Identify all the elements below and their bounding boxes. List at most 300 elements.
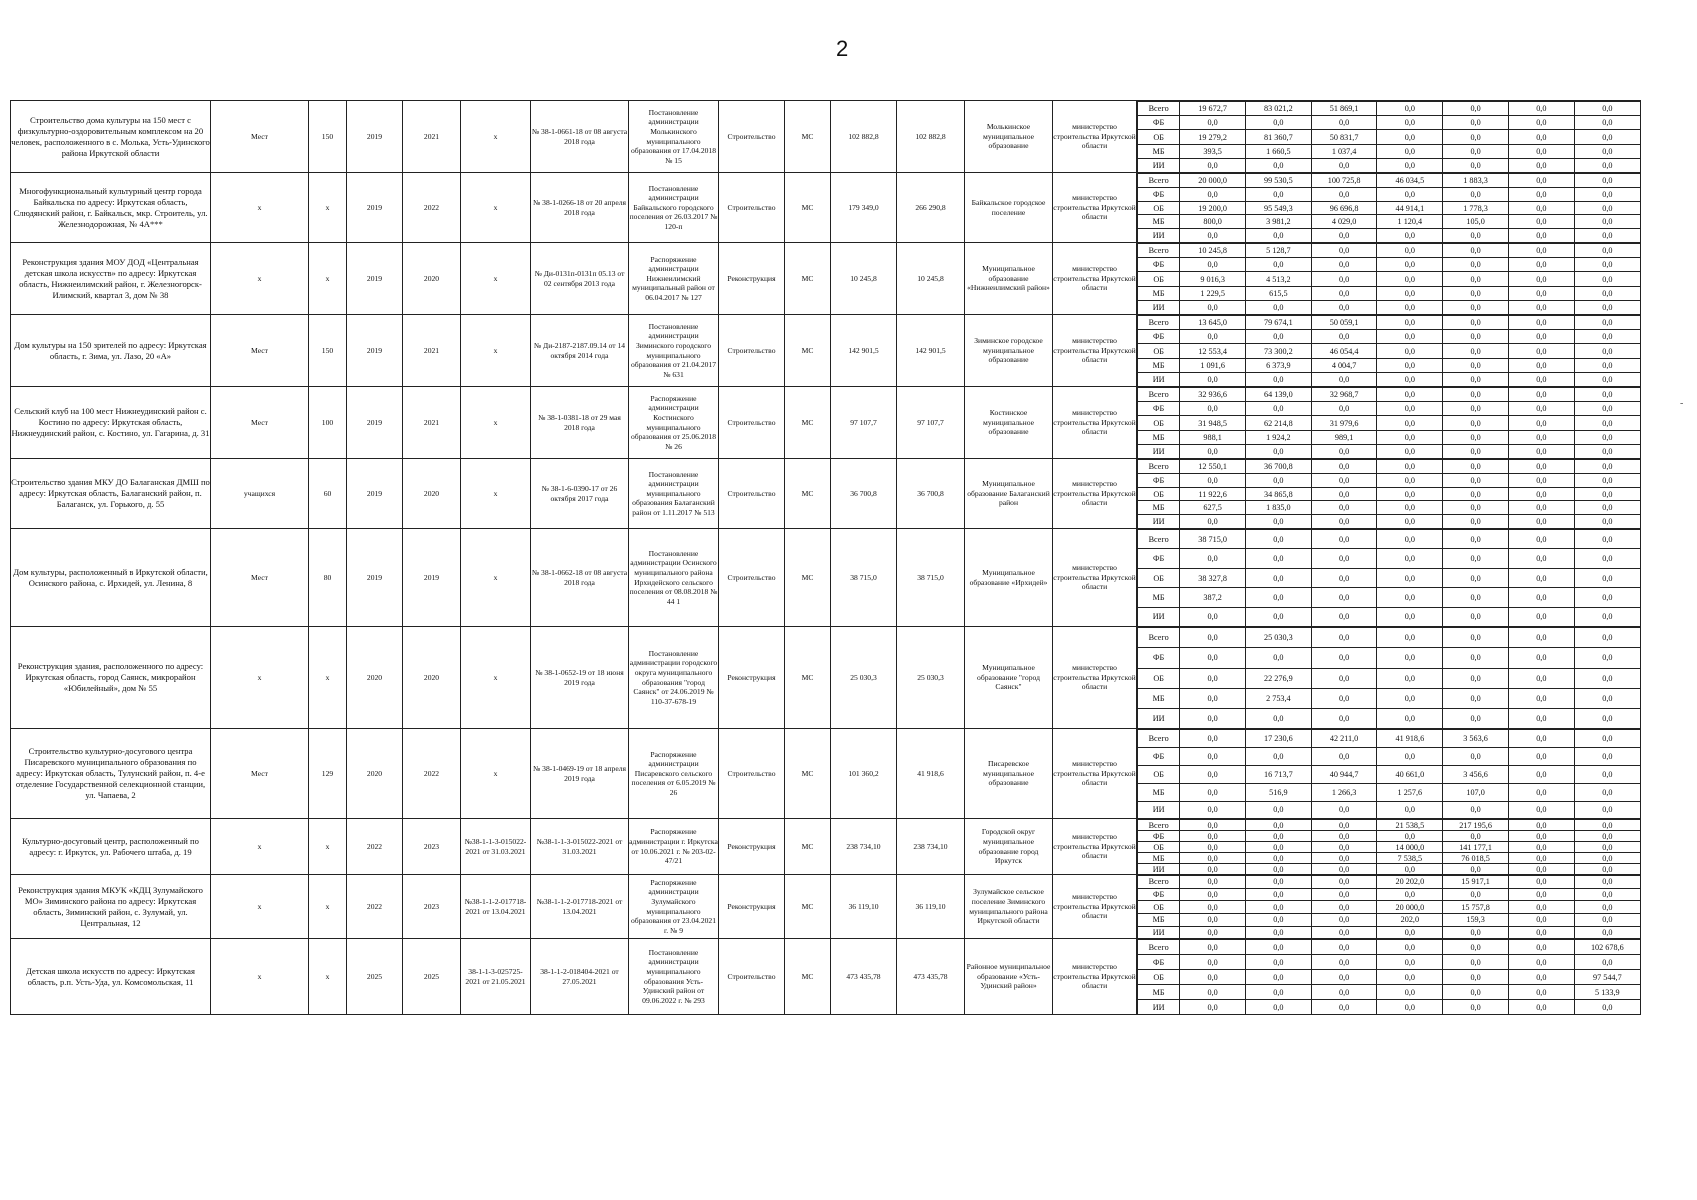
financing-value: 0,0 [1443, 1000, 1509, 1014]
cell-remaining-cost: 142 901,5 [897, 315, 965, 387]
funding-source-label: ФБ [1138, 549, 1180, 568]
financing-value: 12 550,1 [1180, 460, 1246, 474]
financing-value: 0,0 [1574, 102, 1640, 116]
financing-value: 0,0 [1443, 244, 1509, 258]
financing-row [1138, 388, 1641, 402]
financing-value: 0,0 [1443, 102, 1509, 116]
funding-source-label: ФБ [1138, 330, 1180, 344]
financing-value: 50 831,7 [1311, 130, 1377, 144]
cell-object-name: Реконструкция здания МОУ ДОД «Центральная детская школа искусств» по адресу: Иркутская область, Нижнеилимский район, г. Железногорск-Илимский, квартал 3, дом № 38 [11, 243, 211, 315]
cell-start-year: 2019 [347, 529, 403, 627]
financing-value: 202,0 [1377, 913, 1443, 926]
financing-value: 0,0 [1508, 1000, 1574, 1014]
financing-value: 0,0 [1574, 272, 1640, 286]
financing-value: 0,0 [1311, 801, 1377, 818]
financing-value: 10 245,8 [1180, 244, 1246, 258]
financing-value: 0,0 [1246, 258, 1312, 272]
cell-start-year: 2019 [347, 173, 403, 243]
financing-row [1138, 970, 1641, 985]
financing-value: 0,0 [1574, 244, 1640, 258]
financing-row [1138, 926, 1641, 938]
financing-value: 0,0 [1574, 416, 1640, 430]
financing-value: 0,0 [1311, 272, 1377, 286]
financing-value: 0,0 [1311, 588, 1377, 607]
financing-value: 0,0 [1508, 985, 1574, 1000]
financing-value: 0,0 [1246, 820, 1312, 831]
financing-value: 0,0 [1574, 444, 1640, 458]
financing-value: 0,0 [1311, 888, 1377, 901]
cell-object-name: Дом культуры, расположенный в Иркутской области, Осинского района, с. Ирхидей, ул. Ленина, 8 [11, 529, 211, 627]
financing-value: 0,0 [1508, 174, 1574, 188]
financing-value: 0,0 [1311, 158, 1377, 172]
financing-value: 0,0 [1443, 568, 1509, 587]
financing-row [1138, 215, 1641, 229]
financing-value: 0,0 [1180, 876, 1246, 889]
financing-value: 0,0 [1246, 515, 1312, 528]
cell-unit: Мест [211, 529, 309, 627]
financing-value: 0,0 [1377, 588, 1443, 607]
financing-block [1137, 243, 1641, 315]
table-row [11, 875, 1641, 939]
financing-value: 0,0 [1574, 430, 1640, 444]
financing-value: 99 530,5 [1246, 174, 1312, 188]
page-number: 2 [836, 36, 849, 61]
financing-value: 44 914,1 [1377, 201, 1443, 215]
cell-decision: Постановление администрации городского округа муниципального образования "город Саянск" от 24.06.2019 № 110-37-678-19 [629, 627, 719, 729]
cell-expertise: х [461, 729, 531, 819]
financing-row [1138, 344, 1641, 358]
financing-value: 0,0 [1377, 402, 1443, 416]
financing-value: 0,0 [1574, 864, 1640, 875]
investment-objects-table [10, 100, 1641, 1015]
funding-source-label: Всего [1138, 628, 1180, 648]
cell-decision: Распоряжение администрации Нижнеилимский муниципальный район от 06.04.2017 № 127 [629, 243, 719, 315]
financing-value: 105,0 [1443, 215, 1509, 229]
cell-decision: Распоряжение администрации Писаревского сельского поселения от 6.05.2019 № 26 [629, 729, 719, 819]
financing-value: 0,0 [1377, 607, 1443, 626]
financing-value: 0,0 [1508, 229, 1574, 242]
financing-value: 0,0 [1311, 853, 1377, 864]
financing-row [1138, 955, 1641, 970]
funding-source-label: МБ [1138, 501, 1180, 515]
financing-value: 0,0 [1574, 549, 1640, 568]
financing-value: 0,0 [1508, 831, 1574, 842]
cell-end-year: 2022 [403, 729, 461, 819]
financing-value: 0,0 [1508, 926, 1574, 938]
financing-value: 51 869,1 [1311, 102, 1377, 116]
financing-value: 0,0 [1574, 358, 1640, 372]
financing-value: 17 230,6 [1246, 730, 1312, 748]
financing-block [1137, 819, 1641, 875]
cell-permit: №38-1-1-2-017718-2021 от 13.04.2021 [531, 875, 629, 939]
funding-source-label: МБ [1138, 588, 1180, 607]
financing-row [1138, 130, 1641, 144]
cell-expertise: х [461, 315, 531, 387]
financing-value: 3 456,6 [1443, 765, 1509, 783]
cell-estimated-cost: 179 349,0 [831, 173, 897, 243]
financing-value: 0,0 [1443, 888, 1509, 901]
financing-value: 0,0 [1377, 515, 1443, 528]
cell-work-type: Строительство [719, 315, 785, 387]
financing-value: 0,0 [1246, 853, 1312, 864]
cell-work-type: Строительство [719, 459, 785, 529]
financing-value: 1 778,3 [1443, 201, 1509, 215]
funding-source-label: ФБ [1138, 648, 1180, 668]
table-row [11, 101, 1641, 173]
funding-source-label: Всего [1138, 940, 1180, 955]
financing-value: 50 059,1 [1311, 316, 1377, 330]
financing-row [1138, 842, 1641, 853]
financing-value: 0,0 [1443, 985, 1509, 1000]
financing-block [1137, 459, 1641, 529]
cell-unit: х [211, 819, 309, 875]
financing-value: 0,0 [1377, 668, 1443, 688]
financing-row [1138, 549, 1641, 568]
cell-expertise: х [461, 459, 531, 529]
financing-value: 0,0 [1180, 801, 1246, 818]
financing-value: 0,0 [1443, 955, 1509, 970]
funding-source-label: МБ [1138, 215, 1180, 229]
financing-value: 7 538,5 [1377, 853, 1443, 864]
financing-value: 0,0 [1246, 864, 1312, 875]
funding-source-label: МБ [1138, 286, 1180, 300]
financing-value: 0,0 [1443, 286, 1509, 300]
funding-source-label: ИИ [1138, 926, 1180, 938]
financing-value: 34 865,8 [1246, 487, 1312, 501]
financing-row [1138, 515, 1641, 528]
financing-value: 0,0 [1508, 730, 1574, 748]
financing-value: 1 835,0 [1246, 501, 1312, 515]
financing-value: 15 917,1 [1443, 876, 1509, 889]
financing-value: 0,0 [1377, 747, 1443, 765]
cell-ownership: МС [785, 939, 831, 1015]
financing-value: 0,0 [1508, 460, 1574, 474]
financing-value: 0,0 [1377, 358, 1443, 372]
cell-estimated-cost: 36 119,10 [831, 875, 897, 939]
funding-source-label: ФБ [1138, 116, 1180, 130]
financing-value: 0,0 [1377, 864, 1443, 875]
financing-value: 0,0 [1443, 864, 1509, 875]
financing-value: 0,0 [1574, 783, 1640, 801]
financing-value: 0,0 [1311, 568, 1377, 587]
cell-ownership: МС [785, 387, 831, 459]
cell-ownership: МС [785, 315, 831, 387]
cell-end-year: 2023 [403, 819, 461, 875]
funding-source-label: МБ [1138, 985, 1180, 1000]
financing-value: 1 120,4 [1377, 215, 1443, 229]
cell-object-name: Строительство культурно-досугового центра Писаревского муниципального образования по адресу: Иркутская область, Тулунский район, п. 4-е отделение Государственной селекционной станции, ул. Чапаева, 2 [11, 729, 211, 819]
funding-source-label: ОБ [1138, 344, 1180, 358]
financing-value: 0,0 [1443, 607, 1509, 626]
financing-value: 0,0 [1508, 607, 1574, 626]
financing-value: 0,0 [1574, 747, 1640, 765]
financing-row [1138, 444, 1641, 458]
financing-value: 0,0 [1377, 244, 1443, 258]
cell-capacity: 129 [309, 729, 347, 819]
financing-value: 0,0 [1574, 215, 1640, 229]
cell-capacity: 150 [309, 315, 347, 387]
cell-ownership: МС [785, 875, 831, 939]
financing-value: 0,0 [1443, 709, 1509, 728]
funding-source-label: МБ [1138, 853, 1180, 864]
table-row [11, 243, 1641, 315]
financing-value: 0,0 [1443, 402, 1509, 416]
financing-value: 20 000,0 [1377, 901, 1443, 914]
financing-row [1138, 144, 1641, 158]
financing-block [1137, 101, 1641, 173]
cell-remaining-cost: 102 882,8 [897, 101, 965, 173]
financing-value: 516,9 [1246, 783, 1312, 801]
financing-value: 0,0 [1377, 388, 1443, 402]
financing-value: 0,0 [1377, 648, 1443, 668]
financing-value: 0,0 [1180, 853, 1246, 864]
financing-value: 0,0 [1377, 985, 1443, 1000]
financing-value: 3 563,6 [1443, 730, 1509, 748]
financing-value: 0,0 [1377, 460, 1443, 474]
cell-ministry: министерство строительства Иркутской области [1053, 627, 1137, 729]
cell-start-year: 2020 [347, 729, 403, 819]
financing-value: 0,0 [1443, 316, 1509, 330]
cell-customer: Писаревское муниципальное образование [965, 729, 1053, 819]
cell-customer: Зиминское городское муниципальное образование [965, 315, 1053, 387]
financing-value: 1 091,6 [1180, 358, 1246, 372]
financing-row [1138, 530, 1641, 549]
cell-remaining-cost: 10 245,8 [897, 243, 965, 315]
financing-row [1138, 460, 1641, 474]
financing-value: 0,0 [1246, 648, 1312, 668]
cell-unit: Мест [211, 387, 309, 459]
cell-customer: Костинское муниципальное образование [965, 387, 1053, 459]
financing-value: 0,0 [1508, 970, 1574, 985]
financing-block [1137, 875, 1641, 939]
cell-capacity: х [309, 173, 347, 243]
financing-value: 0,0 [1311, 913, 1377, 926]
financing-value: 0,0 [1508, 549, 1574, 568]
cell-estimated-cost: 102 882,8 [831, 101, 897, 173]
table-row [11, 939, 1641, 1015]
financing-value: 0,0 [1443, 158, 1509, 172]
cell-estimated-cost: 473 435,78 [831, 939, 897, 1015]
cell-decision: Постановление администрации Осинского муниципального района Ирхидейского сельского поселения от 08.08.2018 № 44 1 [629, 529, 719, 627]
financing-value: 0,0 [1377, 709, 1443, 728]
cell-unit: х [211, 243, 309, 315]
financing-value: 0,0 [1508, 747, 1574, 765]
financing-value: 0,0 [1180, 783, 1246, 801]
financing-value: 11 922,6 [1180, 487, 1246, 501]
cell-object-name: Дом культуры на 150 зрителей по адресу: Иркутская область, г. Зима, ул. Лазо, 20 «А» [11, 315, 211, 387]
financing-value: 0,0 [1311, 515, 1377, 528]
cell-ministry: министерство строительства Иркутской области [1053, 939, 1137, 1015]
financing-value: 0,0 [1508, 244, 1574, 258]
financing-value: 4 029,0 [1311, 215, 1377, 229]
table-row [11, 627, 1641, 729]
financing-value: 0,0 [1311, 330, 1377, 344]
funding-source-label: ОБ [1138, 765, 1180, 783]
funding-source-label: ИИ [1138, 515, 1180, 528]
financing-value: 16 713,7 [1246, 765, 1312, 783]
financing-value: 4 004,7 [1311, 358, 1377, 372]
financing-value: 0,0 [1246, 444, 1312, 458]
cell-work-type: Строительство [719, 529, 785, 627]
financing-value: 46 034,5 [1377, 174, 1443, 188]
financing-value: 0,0 [1574, 229, 1640, 242]
cell-remaining-cost: 36 700,8 [897, 459, 965, 529]
financing-value: 0,0 [1377, 300, 1443, 314]
financing-value: 0,0 [1443, 229, 1509, 242]
financing-value: 0,0 [1311, 530, 1377, 549]
cell-permit: № 38-1-6-0390-17 от 26 октября 2017 года [531, 459, 629, 529]
financing-value: 0,0 [1508, 416, 1574, 430]
financing-value: 0,0 [1180, 970, 1246, 985]
financing-row [1138, 358, 1641, 372]
cell-ownership: МС [785, 101, 831, 173]
financing-value: 0,0 [1311, 487, 1377, 501]
financing-value: 41 918,6 [1377, 730, 1443, 748]
cell-customer: Районное муниципальное образование «Усть-Удинский район» [965, 939, 1053, 1015]
cell-ministry: министерство строительства Иркутской области [1053, 529, 1137, 627]
cell-end-year: 2020 [403, 459, 461, 529]
financing-row [1138, 501, 1641, 515]
financing-value: 0,0 [1443, 747, 1509, 765]
financing-value: 0,0 [1180, 688, 1246, 708]
financing-row [1138, 901, 1641, 914]
financing-value: 0,0 [1311, 831, 1377, 842]
financing-value: 1 883,3 [1443, 174, 1509, 188]
funding-source-label: ФБ [1138, 831, 1180, 842]
financing-value: 0,0 [1180, 709, 1246, 728]
cell-end-year: 2021 [403, 101, 461, 173]
financing-row [1138, 286, 1641, 300]
cell-unit: учащихся [211, 459, 309, 529]
financing-value: 0,0 [1377, 801, 1443, 818]
table-row [11, 173, 1641, 243]
cell-remaining-cost: 41 918,6 [897, 729, 965, 819]
funding-source-label: ОБ [1138, 901, 1180, 914]
financing-row [1138, 568, 1641, 587]
financing-value: 0,0 [1574, 515, 1640, 528]
cell-decision: Постановление администрации муниципального образования Балаганский район от 1.11.2017 № 513 [629, 459, 719, 529]
financing-block [1137, 315, 1641, 387]
financing-value: 40 661,0 [1377, 765, 1443, 783]
cell-decision: Постановление администрации Молькинского муниципального образования от 17.04.2018 № 15 [629, 101, 719, 173]
financing-value: 0,0 [1574, 316, 1640, 330]
financing-value: 0,0 [1443, 831, 1509, 842]
financing-value: 0,0 [1377, 628, 1443, 648]
financing-value: 96 696,8 [1311, 201, 1377, 215]
financing-value: 0,0 [1311, 648, 1377, 668]
financing-row [1138, 316, 1641, 330]
cell-end-year: 2021 [403, 387, 461, 459]
financing-value: 4 513,2 [1246, 272, 1312, 286]
financing-value: 0,0 [1443, 460, 1509, 474]
financing-value: 0,0 [1508, 783, 1574, 801]
financing-value: 0,0 [1377, 102, 1443, 116]
cell-work-type: Строительство [719, 173, 785, 243]
financing-value: 0,0 [1180, 765, 1246, 783]
financing-value: 0,0 [1377, 831, 1443, 842]
financing-value: 0,0 [1180, 648, 1246, 668]
financing-value: 0,0 [1180, 229, 1246, 242]
financing-value: 0,0 [1508, 473, 1574, 487]
financing-row [1138, 174, 1641, 188]
financing-row [1138, 628, 1641, 648]
financing-value: 0,0 [1377, 330, 1443, 344]
financing-value: 0,0 [1311, 549, 1377, 568]
financing-value: 0,0 [1180, 985, 1246, 1000]
financing-value: 627,5 [1180, 501, 1246, 515]
financing-value: 14 000,0 [1377, 842, 1443, 853]
cell-start-year: 2022 [347, 875, 403, 939]
funding-source-label: ФБ [1138, 955, 1180, 970]
financing-value: 0,0 [1311, 229, 1377, 242]
funding-source-label: ИИ [1138, 864, 1180, 875]
cell-estimated-cost: 97 107,7 [831, 387, 897, 459]
financing-value: 0,0 [1508, 530, 1574, 549]
financing-value: 0,0 [1311, 258, 1377, 272]
financing-value: 0,0 [1574, 568, 1640, 587]
cell-remaining-cost: 238 734,10 [897, 819, 965, 875]
financing-value: 0,0 [1246, 300, 1312, 314]
financing-value: 0,0 [1574, 201, 1640, 215]
financing-value: 0,0 [1574, 588, 1640, 607]
cell-unit: х [211, 939, 309, 1015]
financing-value: 0,0 [1443, 530, 1509, 549]
funding-source-label: Всего [1138, 388, 1180, 402]
financing-value: 83 021,2 [1246, 102, 1312, 116]
cell-estimated-cost: 25 030,3 [831, 627, 897, 729]
financing-value: 0,0 [1443, 144, 1509, 158]
cell-object-name: Многофункциональный культурный центр города Байкальска по адресу: Иркутская область, Слюдянский район, г. Байкальск, мкр. Строитель, ул. Железнодорожная, № 4А*** [11, 173, 211, 243]
financing-value: 0,0 [1443, 926, 1509, 938]
financing-row [1138, 831, 1641, 842]
cell-work-type: Строительство [719, 101, 785, 173]
financing-row [1138, 765, 1641, 783]
financing-value: 0,0 [1246, 955, 1312, 970]
financing-value: 62 214,8 [1246, 416, 1312, 430]
financing-value: 0,0 [1311, 460, 1377, 474]
financing-row [1138, 607, 1641, 626]
financing-row [1138, 668, 1641, 688]
financing-value: 40 944,7 [1311, 765, 1377, 783]
financing-row [1138, 258, 1641, 272]
financing-value: 0,0 [1377, 130, 1443, 144]
financing-value: 0,0 [1508, 487, 1574, 501]
funding-source-label: ОБ [1138, 970, 1180, 985]
financing-value: 0,0 [1246, 801, 1312, 818]
financing-value: 0,0 [1377, 372, 1443, 386]
cell-capacity: х [309, 627, 347, 729]
cell-work-type: Строительство [719, 387, 785, 459]
funding-source-label: Всего [1138, 316, 1180, 330]
financing-value: 0,0 [1574, 730, 1640, 748]
financing-value: 0,0 [1246, 970, 1312, 985]
cell-permit: № 38-1-0266-18 от 20 апреля 2018 года [531, 173, 629, 243]
funding-source-label: Всего [1138, 244, 1180, 258]
financing-value: 0,0 [1443, 330, 1509, 344]
financing-value: 0,0 [1180, 888, 1246, 901]
financing-value: 0,0 [1377, 501, 1443, 515]
funding-source-label: ФБ [1138, 402, 1180, 416]
financing-row [1138, 747, 1641, 765]
financing-value: 0,0 [1311, 709, 1377, 728]
cell-expertise: х [461, 243, 531, 315]
cell-decision: Постановление администрации Зиминского городского муниципального образования от 21.04.2017 № 631 [629, 315, 719, 387]
financing-value: 0,0 [1311, 970, 1377, 985]
funding-source-label: Всего [1138, 102, 1180, 116]
financing-value: 0,0 [1311, 842, 1377, 853]
funding-source-label: ФБ [1138, 187, 1180, 201]
financing-block [1137, 627, 1641, 729]
